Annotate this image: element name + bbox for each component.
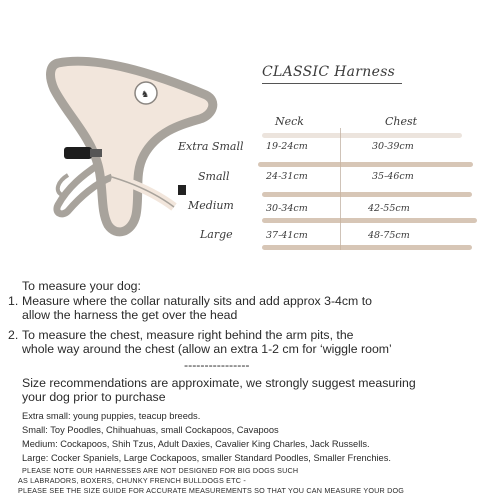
neck-m: 30-34cm	[266, 203, 308, 214]
disclaimer-line3: PLEASE SEE THE SIZE GUIDE FOR ACCURATE MEASUREMENTS SO THAT YOU CAN MEASURE YOUR DOG	[18, 486, 405, 495]
row-stroke	[262, 218, 477, 223]
breed-large: Large: Cocker Spaniels, Large Cockapoos, smaller Standard Poodles, Smaller Frenchies.	[22, 453, 391, 463]
title-underline	[262, 83, 402, 84]
column-divider	[340, 128, 341, 250]
disclaimer-line2: AS LABRADORS, BOXERS, CHUNKY FRENCH BULLDOGS ETC -	[18, 476, 246, 485]
row-stroke	[258, 162, 473, 167]
size-label-m: Medium	[188, 199, 234, 212]
row-stroke	[262, 192, 472, 197]
neck-xs: 19-24cm	[266, 141, 308, 152]
size-label-xs: Extra Small	[178, 140, 244, 153]
step1-line1: Measure where the collar naturally sits and add approx 3-4cm to	[22, 294, 372, 308]
breed-small: Small: Toy Poodles, Chihuahuas, small Cockapoos, Cavapoos	[22, 425, 279, 435]
step2-line1: To measure the chest, measure right behind the arm pits, the	[22, 328, 354, 342]
chart-title: CLASSIC Harness	[262, 64, 396, 80]
size-label-l: Large	[200, 228, 233, 241]
size-label-s: Small	[198, 170, 230, 183]
svg-text:♞: ♞	[141, 90, 150, 100]
disclaimer-line1: PLEASE NOTE OUR HARNESSES ARE NOT DESIGNED FOR BIG DOGS SUCH	[22, 466, 299, 475]
neck-s: 24-31cm	[266, 171, 308, 182]
advice-line1: Size recommendations are approximate, we strongly suggest measuring	[22, 376, 416, 390]
row-stroke	[262, 133, 462, 138]
step2-line2: whole way around the chest (allow an extra 1-2 cm for ‘wiggle room’	[22, 342, 392, 356]
chest-l: 48-75cm	[368, 230, 410, 241]
step1-number: 1.	[8, 294, 19, 308]
step1-line2: allow the harness the get over the head	[22, 308, 238, 322]
chest-m: 42-55cm	[368, 203, 410, 214]
section-divider: ----------------	[184, 358, 250, 372]
advice-line2: your dog prior to purchase	[22, 390, 166, 404]
step2-number: 2.	[8, 328, 19, 342]
measure-intro: To measure your dog:	[22, 279, 141, 293]
row-stroke	[262, 245, 472, 250]
column-header-neck: Neck	[275, 115, 304, 128]
neck-l: 37-41cm	[266, 230, 308, 241]
column-header-chest: Chest	[385, 115, 418, 128]
chest-xs: 30-39cm	[372, 141, 414, 152]
breed-extra-small: Extra small: young puppies, teacup breeds.	[22, 411, 201, 421]
breed-medium: Medium: Cockapoos, Shih Tzus, Adult Daxies, Cavalier King Charles, Jack Russells.	[22, 439, 370, 449]
chest-s: 35-46cm	[372, 171, 414, 182]
